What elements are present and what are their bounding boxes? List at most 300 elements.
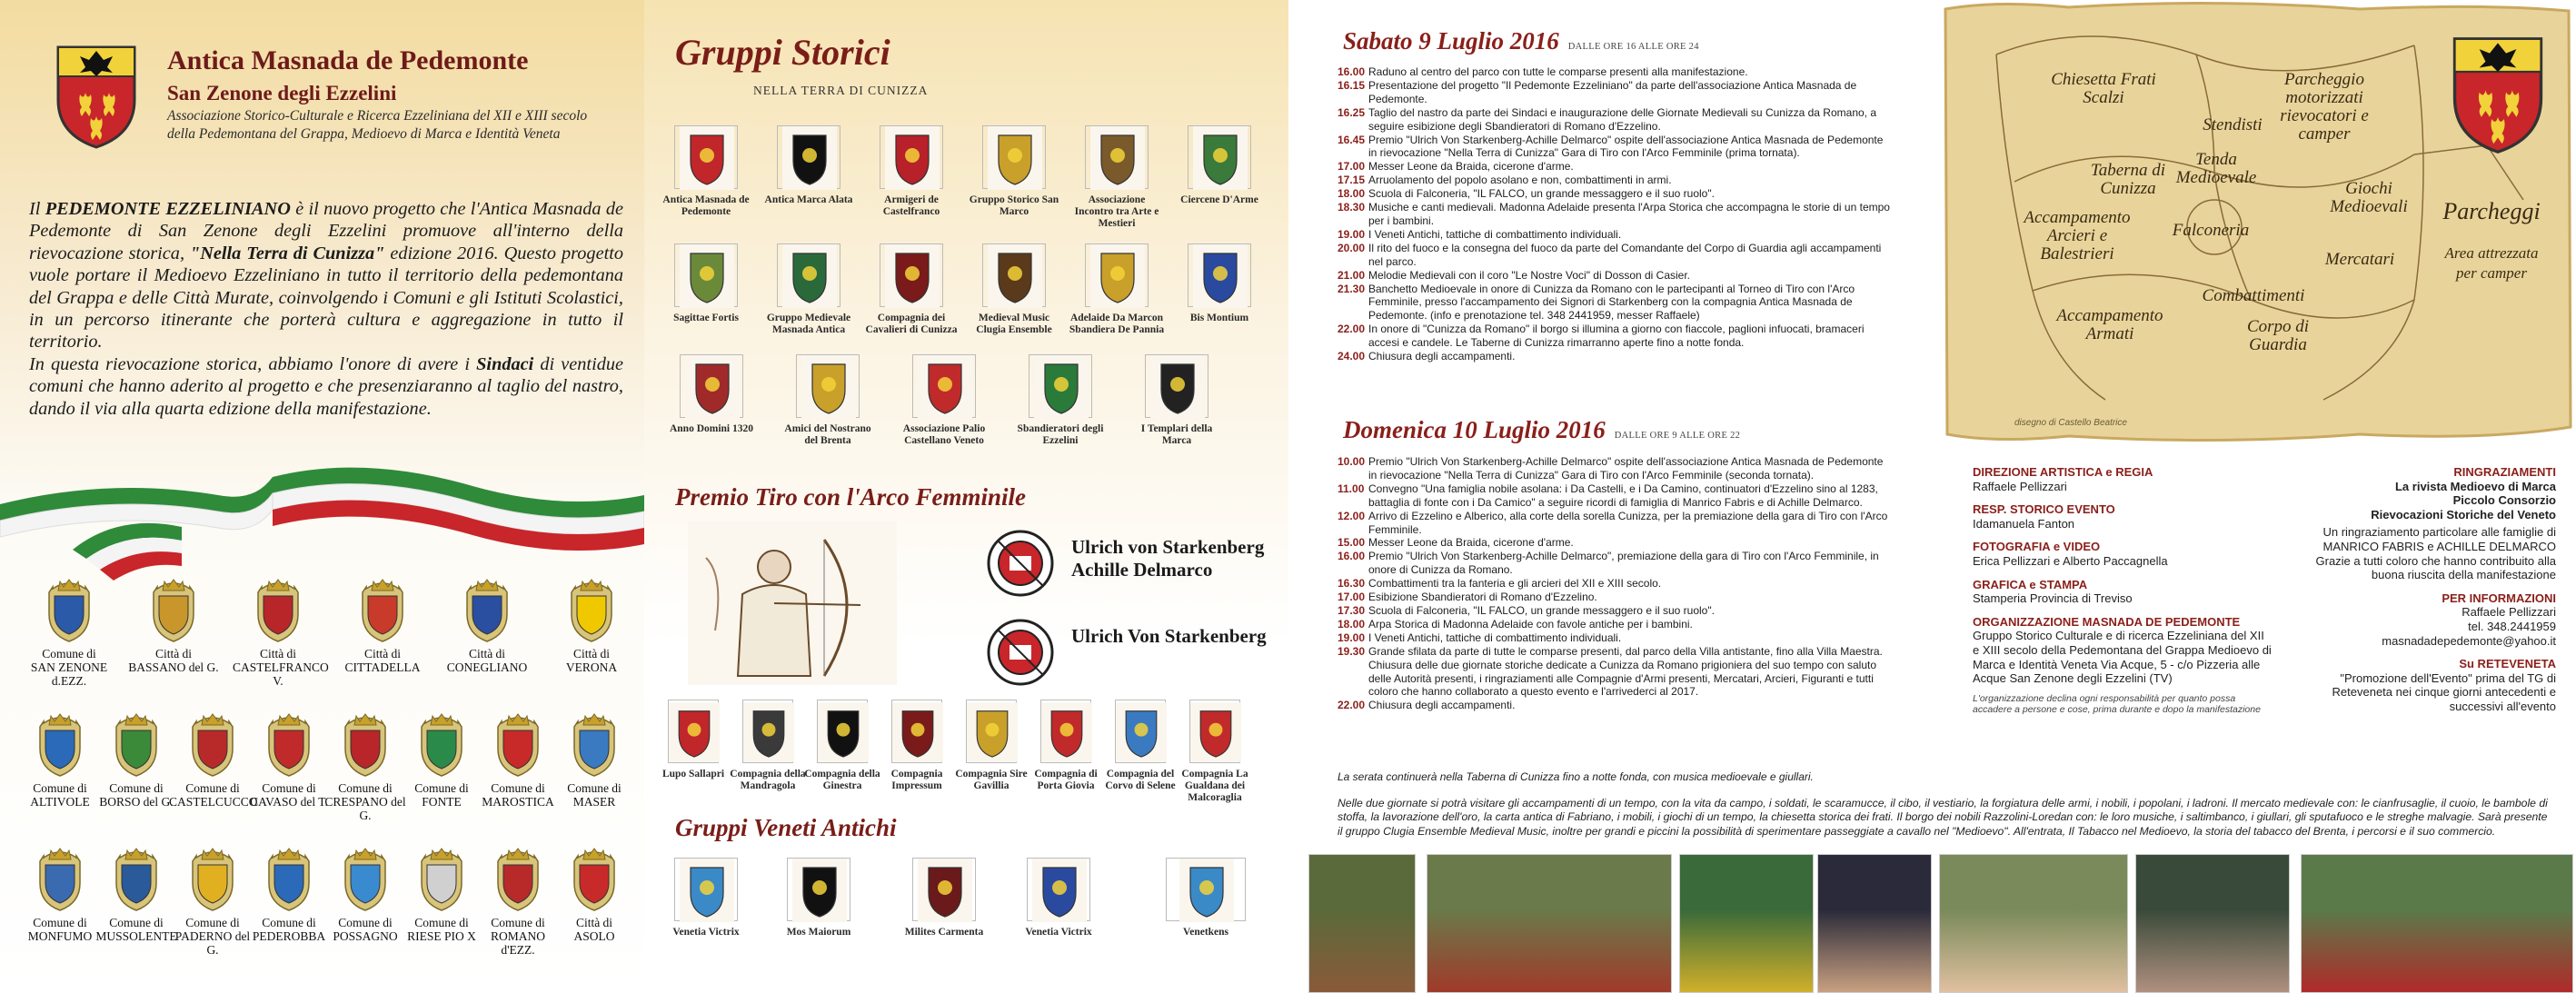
group-name: Compagnia Sire Gavillia <box>955 769 1028 791</box>
comune-crest-icon <box>340 847 391 912</box>
comune-label-prefix: Comune di <box>567 781 622 795</box>
map-label: Combattimenti <box>2202 286 2305 305</box>
disclaimer: L'organizzazione declina ogni responsabilità per quanto possa accadere a persone e cose, prima durante e dopo la manifestazione <box>1973 692 2261 716</box>
comune-label-prefix: Città di <box>154 647 193 660</box>
schedule-time: 18.00 <box>1338 617 1366 631</box>
saturday-schedule <box>1338 65 1894 363</box>
schedule-desc: Raduno al centro del parco con tutte le comparse presenti alla manifestazione. <box>1368 65 1748 78</box>
schedule-desc: Messer Leone da Braida, cicerone d'arme. <box>1368 536 1574 550</box>
group-logo <box>1068 243 1166 336</box>
parcheggi-subtitle: Area attrezzata per camper <box>2444 244 2539 282</box>
comune-label-name: CONEGLIANO <box>446 660 528 674</box>
schedule-desc: Scuola di Falconeria, "IL FALCO, un grande messaggero e il suo ruolo". <box>1368 603 1715 617</box>
comune-crest-icon <box>35 712 85 778</box>
map-label: Parcheggio motorizzati rievocatori e camper <box>2280 70 2369 144</box>
comune-crest-icon <box>253 578 303 643</box>
gruppi-storici-title: Gruppi Storici <box>675 32 890 73</box>
comune-label-prefix: Comune di <box>33 916 87 929</box>
comune-item <box>442 578 532 674</box>
comune-crest-icon <box>187 847 238 912</box>
comune-label-prefix: Comune di <box>42 647 96 660</box>
group-name: Amici del Nostrano del Brenta <box>784 423 871 446</box>
comune-label-name: RIESE PIO X <box>407 929 476 943</box>
group-logo <box>877 700 957 792</box>
comune-label-name: CASTELCUCCO <box>169 795 258 809</box>
group-emblem-icon <box>1188 125 1251 189</box>
schedule-desc: Il rito del fuoco e la consegna del fuoco da parte del Comandante del Corpo di Guardia agli accampamenti nel parco. <box>1368 241 1882 268</box>
schedule-row <box>1338 550 1894 577</box>
group-logo <box>760 125 858 206</box>
group-name: Gruppo Medievale Masnada Antica <box>766 313 851 335</box>
group-logo <box>1100 700 1180 792</box>
comune-label-name: BASSANO del G. <box>128 660 219 674</box>
comune-label-name: FONTE <box>422 795 462 809</box>
comune-item <box>169 847 256 957</box>
comune-item <box>551 712 638 809</box>
comune-label-prefix: Comune di <box>491 781 545 795</box>
comune-label-prefix: Comune di <box>414 916 469 929</box>
schedule-row <box>1338 106 1894 134</box>
schedule-time: 12.00 <box>1338 509 1366 522</box>
comune-label-name: ALTIVOLE <box>30 795 90 809</box>
photo-group <box>1427 854 1672 993</box>
schedule-row <box>1338 699 1894 712</box>
map-label: Mercatari <box>2324 250 2395 269</box>
comune-item <box>233 578 329 688</box>
comune-item <box>546 578 637 674</box>
group-logo <box>1026 700 1106 792</box>
credits-list <box>1973 465 2273 686</box>
group-logo <box>1151 858 1260 938</box>
comune-label-prefix: Città di <box>468 647 506 660</box>
group-name: Armigeri de Castelfranco <box>882 194 940 217</box>
schedule-time: 22.00 <box>1338 323 1366 336</box>
sunday-hours: DALLE ORE 9 ALLE ORE 22 <box>1614 431 1741 441</box>
comune-label-name: MONFUMO <box>27 929 93 943</box>
schedule-time: 19.00 <box>1338 227 1366 241</box>
map-label: Tenda Medioevale <box>2175 150 2257 187</box>
schedule-desc: Chiusura degli accampamenti. <box>1368 699 1516 712</box>
comune-crest-icon <box>340 712 391 778</box>
comune-label-name: ROMANO d'EZZ. <box>490 929 545 957</box>
tv-title: Su RETEVENETA <box>2459 657 2556 671</box>
group-logo <box>1010 858 1108 938</box>
comune-crest-icon <box>416 847 467 912</box>
comune-item <box>245 847 333 943</box>
comune-label-prefix: Comune di <box>109 916 164 929</box>
group-emblem-icon <box>674 243 738 307</box>
group-logo <box>951 700 1031 792</box>
comune-crest-icon <box>148 578 199 643</box>
comune-label-name: CAVASO del T. <box>250 795 328 809</box>
group-logo <box>728 700 808 792</box>
ringraziamenti-line: La rivista Medioevo di Marca <box>2394 479 2556 493</box>
comune-item <box>169 712 256 809</box>
comune-item <box>337 578 428 674</box>
comune-label-prefix: Comune di <box>185 781 240 795</box>
tv-text: "Promozione dell'Evento" prima del TG di Reteveneta nei cinque giorni antecedenti e successivi all'evento <box>2332 670 2556 713</box>
schedule-time: 21.30 <box>1338 282 1366 295</box>
comune-crest-icon <box>111 847 162 912</box>
panel-association <box>0 0 644 993</box>
schedule-row <box>1338 323 1894 350</box>
archer-name: Ulrich von Starkenberg Achille Delmarco <box>1071 536 1265 581</box>
comune-crest-icon <box>462 578 512 643</box>
group-logo <box>1175 700 1255 804</box>
group-name: Associazione Palio Castellano Veneto <box>902 423 986 446</box>
credit-body: Gruppo Storico Culturale e di ricerca Ezzeliniana del XII e XIII secolo della Pedemontana del Grappa Medioevo di Marca e Identità Veneta Via Acque, 5 - c/o Pizzeria alle Acque San Zenone degli Ezzelini (TV) <box>1973 629 2272 686</box>
group-name: Compagnia di Porta Giovia <box>1034 769 1098 791</box>
comune-label-prefix: Comune di <box>33 781 87 795</box>
comune-item <box>128 578 219 674</box>
group-emblem-icon <box>668 700 719 763</box>
schedule-desc: Premio "Ulrich Von Starkenberg-Achille Delmarco" ospite dell'associazione Antica Masnada de Pedemonte in rievocazione "Nella Terra di Cunizza" Gara di Tiro con l'Arco Femminile (seconda tornata). <box>1368 455 1884 482</box>
info-title: PER INFORMAZIONI <box>2442 591 2556 605</box>
org-title: Antica Masnada de Pedemonte <box>167 45 529 75</box>
group-logo <box>779 354 877 447</box>
schedule-row <box>1338 187 1894 201</box>
schedule-time: 15.00 <box>1338 536 1366 550</box>
schedule-desc: Taglio del nastro da parte dei Sindaci e inaugurazione delle Giornate Medievali su Cunizza da Romano, a seguire esibizione degli Sbandieratori di Romano d'Ezzelino. <box>1368 105 1877 133</box>
group-emblem-icon <box>787 858 850 921</box>
schedule-desc: Banchetto Medioevale in onore di Cunizza da Romano con le partecipanti al Torneo di Tiro con l'Arco Femminile, presso l'accampamento dei Signori di Starkenberg con la compagnia Antica Masnada de Pedemonte. (info e prenotazione tel. 348 2441959, messer Raffaele) <box>1368 282 1855 323</box>
schedule-row <box>1338 65 1894 79</box>
schedule-time: 17.30 <box>1338 603 1366 617</box>
map-label: Accampamento Armati <box>2056 306 2163 343</box>
comune-item <box>474 712 562 809</box>
schedule-time: 16.45 <box>1338 133 1366 146</box>
group-name: I Templari della Marca <box>1140 423 1213 446</box>
group-emblem-icon <box>777 125 840 189</box>
schedule-desc: Melodie Medievali con il coro "Le Nostre Voci" di Dosson di Casier. <box>1368 268 1691 282</box>
masnada-crest-icon <box>2451 35 2545 156</box>
schedule-time: 17.15 <box>1338 174 1366 187</box>
schedule-row <box>1338 201 1894 228</box>
group-emblem-icon <box>680 354 743 418</box>
ringraziamenti-line: Rievocazioni Storiche del Veneto <box>2371 507 2556 521</box>
group-logo <box>862 243 960 336</box>
comune-item <box>16 712 104 809</box>
comune-label-prefix: Città di <box>363 647 402 660</box>
comune-item <box>474 847 562 957</box>
group-logo <box>802 700 882 792</box>
group-name: Compagnia del Corvo di Selene <box>1105 769 1176 791</box>
comune-label-name: SAN ZENONE d.EZZ. <box>30 660 108 688</box>
group-emblem-icon <box>1189 700 1240 763</box>
archer-name: Ulrich Von Starkenberg <box>1071 625 1267 647</box>
schedule-time: 17.00 <box>1338 160 1366 174</box>
group-logo <box>895 858 993 938</box>
schedule-time: 24.00 <box>1338 350 1366 363</box>
schedule-time: 16.00 <box>1338 65 1366 78</box>
group-logo <box>657 125 755 218</box>
group-name: Venetia Victrix <box>672 927 740 938</box>
group-logo <box>653 700 733 780</box>
comune-label-prefix: Comune di <box>338 781 393 795</box>
group-emblem-icon <box>1029 354 1092 418</box>
panel-groups <box>644 0 1288 993</box>
italian-flag-ribbon <box>0 459 644 586</box>
photo-portrait-man <box>1817 854 1932 993</box>
comune-crest-icon <box>35 847 85 912</box>
group-logo <box>657 243 755 324</box>
panel-program <box>1288 0 1933 993</box>
group-emblem-icon <box>742 700 793 763</box>
group-name: Medieval Music Clugia Ensemble <box>976 313 1052 335</box>
schedule-row <box>1338 536 1894 550</box>
group-emblem-icon <box>912 858 976 921</box>
comune-label-name: BORSO del G. <box>99 795 174 809</box>
group-name: Venetkens <box>1182 927 1229 938</box>
panel-map-credits <box>1933 0 2576 993</box>
premio-title: Premio Tiro con l'Arco Femminile <box>675 483 1026 511</box>
closing-note: La serata continuerà nella Taberna di Cunizza fino a notte fonda, con musica medioevale e giullari. <box>1338 770 1814 783</box>
schedule-time: 17.00 <box>1338 591 1366 604</box>
comune-crest-icon <box>566 578 617 643</box>
comune-crest-icon <box>416 712 467 778</box>
intro-text <box>29 198 623 420</box>
comune-label-prefix: Comune di <box>185 916 240 929</box>
group-emblem-icon <box>1166 858 1246 921</box>
map-credit: disegno di Castello Beatrice <box>2014 418 2127 428</box>
credit-heading: DIREZIONE ARTISTICA e REGIA <box>1973 465 2153 479</box>
comune-item <box>16 847 104 943</box>
veneti-title: Gruppi Veneti Antichi <box>675 814 897 841</box>
credit-body: Raffaele Pellizzari <box>1973 479 2067 493</box>
comune-item <box>551 847 638 943</box>
parcheggi-block <box>2414 198 2569 283</box>
comune-label-name: PADERNO del G. <box>174 929 251 957</box>
org-description: Associazione Storico-Culturale e Ricerca Ezzeliniana del XII e XIII secolo della Pedemontana del Grappa, Medioevo di Marca e Identità Veneta <box>167 108 588 142</box>
comune-label-name: PEDEROBBA <box>252 929 326 943</box>
archer-sketch-icon <box>688 521 897 685</box>
schedule-row <box>1338 228 1894 242</box>
comune-label-name: VERONA <box>565 660 618 674</box>
comune-item <box>93 847 180 943</box>
credit-body: Erica Pellizzari e Alberto Paccagnella <box>1973 553 2168 568</box>
group-logo <box>1128 354 1226 447</box>
group-logo <box>1068 125 1166 230</box>
schedule-desc: Chiusura degli accampamenti. <box>1368 350 1516 363</box>
group-name: Adelaide Da Marcon Sbandiera De Pannia <box>1069 313 1165 335</box>
comune-crest-icon <box>492 712 543 778</box>
schedule-row <box>1338 79 1894 106</box>
schedule-row <box>1338 174 1894 187</box>
comune-label-name: POSSAGNO <box>333 929 398 943</box>
group-name: Compagnia della Mandragola <box>730 769 806 791</box>
comune-item <box>322 847 409 943</box>
comune-crest-icon <box>569 712 620 778</box>
group-emblem-icon <box>817 700 868 763</box>
comune-item <box>24 578 114 688</box>
comune-crest-icon <box>357 578 408 643</box>
group-logo <box>1170 243 1268 324</box>
group-emblem-icon <box>1145 354 1208 418</box>
group-name: Milites Carmenta <box>904 927 984 938</box>
map-label: Taberna di Cunizza <box>2090 161 2166 198</box>
comune-label-prefix: Comune di <box>414 781 469 795</box>
schedule-desc: I Veneti Antichi, tattiche di combattimento individuali. <box>1368 227 1622 241</box>
sunday-schedule <box>1338 455 1894 712</box>
group-emblem-icon <box>1115 700 1166 763</box>
group-name: Associazione Incontro tra Arte e Mestieri <box>1074 194 1159 229</box>
group-emblem-icon <box>982 125 1046 189</box>
comune-label-name: MUSSOLENTE <box>95 929 177 943</box>
group-name: Anno Domini 1320 <box>669 423 754 434</box>
credit-heading: RESP. STORICO EVENTO <box>1973 502 2115 517</box>
comune-crest-icon <box>264 712 314 778</box>
schedule-desc: Premio "Ulrich Von Starkenberg-Achille Delmarco", premiazione della gara di Tiro con l'Arco Femminile, in onore di Cunizza da Romano. <box>1368 550 1879 577</box>
intro-paragraph: Il PEDEMONTE EZZELINIANO è il nuovo progetto che l'Antica Masnada de Pedemonte di San Zenone degli Ezzelini promuove all'interno della rievocazione storica, "Nella Terra di Cunizza" edizione 2016. Questo progetto vuole portare il Medioevo Ezzeliniano in tutto il territorio della pedemontana del Grappa e delle Città Murate, coinvolgendo i Comuni e gli Istituti Scolastici, in un percorso itinerante che porterà cultura e aggregazione in tutto il territorio. <box>29 199 623 353</box>
comune-label-prefix: Comune di <box>262 781 316 795</box>
schedule-row <box>1338 482 1894 510</box>
comune-label-prefix: Città di <box>572 647 611 660</box>
bottom-description: Nelle due giornate si potrà visitare gli accampamenti di un tempo, con la vita da campo, i soldati, le scaramucce, il cibo, il vestiario, la forgiatura delle armi, i nobili, i popolani, i ladroni. Il mercato medievale con: le cianfrusaglie, il cuoio, le bambole di stoffa, la lavorazione dell'oro, la carta antica di Fabriano, i mobili, i giochi di un tempo, la chiesetta storica dei frati. Il borgo dei nobili Razzolini-Loredan con: le loro musiche, i saltimbanco, i giullari, gli sputafuoco e le streghe malvagie. Sarà presente il gruppo Clugia Ensemble Medieval Music, inoltre per grandi e piccini la possibilità di sperimentare passeggiate a cavallo nel "Medioevo". All'entrata, Il Tabacco nel Medioevo, la storia del tabacco del Brenta, i percorsi e il suo commercio. <box>1338 797 2548 838</box>
schedule-desc: Combattimenti tra la fanteria e gli arcieri del XII e XIII secolo. <box>1368 577 1662 591</box>
group-emblem-icon <box>880 125 943 189</box>
gruppi-storici-subtitle: NELLA TERRA DI CUNIZZA <box>753 84 929 97</box>
masnada-crest-icon <box>55 44 138 151</box>
schedule-desc: Presentazione del progetto "Il Pedemonte Ezzeliniano" da parte dell'associazione Antica Masnada de Pedemonte. <box>1368 78 1857 105</box>
group-emblem-icon <box>1085 243 1149 307</box>
ringraziamenti-line: Piccolo Consorzio <box>2452 493 2556 508</box>
comune-label-name: CITTADELLA <box>344 660 421 674</box>
comune-label-prefix: Comune di <box>109 781 164 795</box>
group-logo <box>895 354 993 447</box>
comune-item <box>93 712 180 809</box>
ringraziamenti-title: RINGRAZIAMENTI <box>2453 465 2556 479</box>
group-emblem-icon <box>777 243 840 307</box>
comune-item <box>322 712 409 822</box>
group-name: Bis Montium <box>1189 313 1249 323</box>
comune-item <box>398 712 485 809</box>
schedule-desc: Grande sfilata da parte di tutte le comparse presenti, dal parco della Villa antistante, fino alla Villa Maestra. Chiusura delle due giornate storiche dedicate a Cunizza da Romano prigioniera del suo tempo con saluto delle Autorità presenti, i ringraziamenti alle Compagnie d'Armi presenti, Mercatari, Arcieri, Figuranti e tutti coloro che hanno collaborato a questo evento e l'arrivederci al 2017. <box>1368 644 1883 699</box>
photo-archer <box>1308 854 1416 993</box>
comune-label-prefix: Comune di <box>491 916 545 929</box>
schedule-desc: Arrivo di Ezzelino e Alberico, alla corte della sorella Cunizza, per la premiazione della gara di Tiro con l'Arco Femminile. <box>1368 509 1888 536</box>
schedule-time: 16.15 <box>1338 78 1366 92</box>
comune-label-prefix: Città di <box>575 916 613 929</box>
schedule-row <box>1338 134 1894 161</box>
comune-item <box>245 712 333 809</box>
comune-label-prefix: Comune di <box>338 916 393 929</box>
group-name: Gruppo Storico San Marco <box>969 194 1059 217</box>
group-name: Compagnia dei Cavalieri di Cunizza <box>865 313 958 335</box>
schedule-row <box>1338 160 1894 174</box>
group-name: Compagnia Impressum <box>890 769 943 791</box>
group-emblem-icon <box>1040 700 1091 763</box>
schedule-time: 16.25 <box>1338 105 1366 119</box>
comune-crest-icon <box>492 847 543 912</box>
saturday-hours: DALLE ORE 16 ALLE ORE 24 <box>1567 42 1699 52</box>
schedule-row <box>1338 577 1894 591</box>
group-emblem-icon <box>982 243 1046 307</box>
comune-crest-icon <box>264 847 314 912</box>
schedule-desc: I Veneti Antichi, tattiche di combattimento individuali. <box>1368 631 1622 644</box>
comune-item <box>398 847 485 943</box>
schedule-desc: Musiche e canti medievali. Madonna Adelaide presenta l'Arpa Storica che accompagna le storie di un tempo per i bambini. <box>1368 201 1890 227</box>
comune-crest-icon <box>569 847 620 912</box>
sunday-title-text: Domenica 10 Luglio 2016 <box>1343 416 1606 443</box>
schedule-desc: Convegno "Una famiglia nobile asolana: i Da Castelli, e i Da Camino, continuatori d'Ezzelino sino al 1283, battaglia di fonte con i Da Camico" a seguire ricordi di famiglia di Manrico Fabris e di Achille Delmarco. <box>1368 482 1878 509</box>
schedule-desc: Arpa Storica di Madonna Adelaide con favole antiche per i bambini. <box>1368 617 1693 631</box>
schedule-time: 22.00 <box>1338 699 1366 712</box>
schedule-row <box>1338 591 1894 604</box>
group-logo <box>770 858 868 938</box>
map-label: Stendisti <box>2203 115 2263 134</box>
schedule-time: 10.00 <box>1338 455 1366 468</box>
schedule-time: 21.00 <box>1338 268 1366 282</box>
group-name: Sbandieratori degli Ezzelini <box>1017 423 1104 446</box>
map-label: Chiesetta Frati Scalzi <box>2051 70 2156 107</box>
comune-crest-icon <box>187 712 238 778</box>
ringraziamenti-text: Un ringraziamento particolare alle famiglie di MANRICO FABRIS e ACHILLE DELMARCO Grazie a tutti coloro che hanno contribuito alla buona riuscita della manifestazione <box>2315 525 2556 582</box>
map-label: Giochi Medioevali <box>2330 179 2408 216</box>
schedule-time: 11.00 <box>1338 482 1365 495</box>
schedule-row <box>1338 283 1894 323</box>
group-emblem-icon <box>674 858 738 921</box>
photo-portrait-elder <box>2135 854 2290 993</box>
info-line: masnadadepedemonte@yahoo.it <box>2382 633 2556 648</box>
group-emblem-icon <box>880 243 943 307</box>
credits-right <box>2287 465 2556 714</box>
map-label: Falconeria <box>2172 221 2250 240</box>
group-name: Ciercene D'Arme <box>1180 194 1258 205</box>
ringraziamenti-lines <box>2287 480 2556 522</box>
group-emblem-icon <box>1027 858 1090 921</box>
group-logo <box>862 125 960 218</box>
group-name: Antica Marca Alata <box>764 194 853 205</box>
schedule-row <box>1338 618 1894 631</box>
saturday-title <box>1343 27 1699 55</box>
schedule-row <box>1338 631 1894 645</box>
credit-body: Stamperia Provincia di Treviso <box>1973 591 2133 606</box>
map-label: Accampamento Arcieri e Balestrieri <box>2024 208 2131 263</box>
credit-body: Idamanuela Fanton <box>1973 516 2075 531</box>
group-logo <box>965 243 1063 336</box>
info-lines <box>2287 605 2556 648</box>
comune-label-name: CASTELFRANCO V. <box>233 660 329 688</box>
comune-label-name: MAROSTICA <box>482 795 554 809</box>
schedule-row <box>1338 604 1894 618</box>
photo-flags <box>1679 854 1814 993</box>
parcheggi-label: Parcheggi <box>2442 198 2541 224</box>
group-name: Sagittae Fortis <box>673 313 739 323</box>
schedule-row <box>1338 269 1894 283</box>
group-logo <box>965 125 1063 218</box>
intro-paragraph-mayors: In questa rievocazione storica, abbiamo l'onore di avere i Sindaci di ventidue comuni che hanno aderito al progetto e che presenziaranno al taglio del nastro, dando il via alla quarta edizione della manifestazione. <box>29 353 623 419</box>
schedule-row <box>1338 645 1894 700</box>
schedule-desc: Messer Leone da Braida, cicerone d'arme. <box>1368 160 1574 174</box>
info-line: tel. 348.2441959 <box>2468 619 2556 633</box>
schedule-time: 16.30 <box>1338 577 1366 591</box>
group-name: Venetia Victrix <box>1025 927 1092 938</box>
group-logo <box>657 858 755 938</box>
comune-label-prefix: Comune di <box>262 916 316 929</box>
comune-crest-icon <box>111 712 162 778</box>
saturday-title-text: Sabato 9 Luglio 2016 <box>1343 27 1559 55</box>
schedule-desc: In onore di "Cunizza da Romano" il borgo si illumina a giorno con fiaccole, paglioni infuocati, bramaceri accesi e candele. Le Taberne di Cunizza rimarranno aperte fino a notte fonda. <box>1368 323 1865 350</box>
group-emblem-icon <box>674 125 738 189</box>
schedule-row <box>1338 510 1894 537</box>
comune-label-name: ASOLO <box>573 929 615 943</box>
group-name: Compagnia La Gualdana dei Malcoraglia <box>1181 769 1248 803</box>
schedule-time: 20.00 <box>1338 241 1366 254</box>
archer-seal-icon <box>986 529 1055 598</box>
comune-label-name: MASER <box>572 795 616 809</box>
archer-seal-icon <box>986 618 1055 687</box>
group-emblem-icon <box>796 354 860 418</box>
